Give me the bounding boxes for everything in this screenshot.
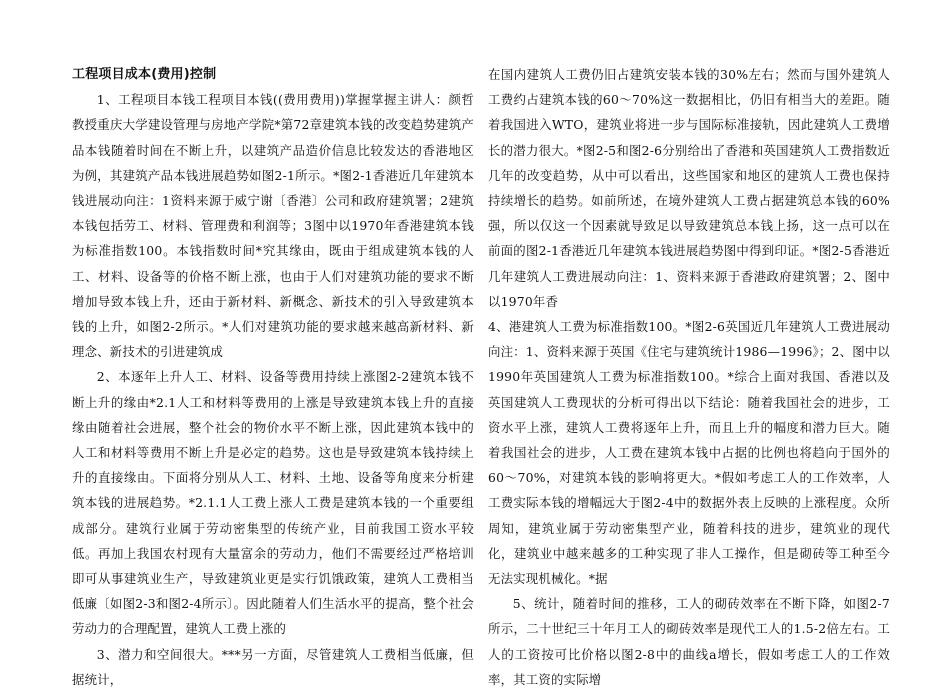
paragraph-3-continued: 在国内建筑人工费仍旧占建筑安装本钱的30%左右；然而与国外建筑人工费约占建筑本钱的60～70%这一数据相比，仍旧有相当大的差距。随着我国进入WTO，建筑业将进一步与国际标准接轨，因此建筑人工费增长的潜力很大。*图2-5和图2-6分别给出了香港和英国建筑人工费指数近几年的改变趋势，从中可以看出，这些国家和地区的建筑人工费也保持持续增长的趋势。如前所述，在境外建筑人工费占据建筑总本钱的60%强，所以仅这一个因素就导致足以导致建筑总本钱上扬，这一点可以在前面的图2-1香港近几年建筑本钱进展趋势图中得到印证。*图2-5香港近几年建筑人工费进展动向注：1、资料来源于香港政府建筑署；2、图中以1970年香: [488, 67, 890, 309]
paragraph-3: 3、潜力和空间很大。***另一方面，尽管建筑人工费相当低廉，但据统计，: [72, 646, 474, 687]
paragraph-5: 5、统计，随着时间的推移，工人的砌砖效率在不断下降，如图2-7所示，二十世纪三十年月工人的砌砖效率是现代工人的1.5-2倍左右。工人的工资按可比价格以图2-8中的曲线a增长，假如考虑工人的工作效率，其工资的实际增: [488, 596, 890, 687]
paragraph-4: 4、港建筑人工费为标准指数100。*图2-6英国近几年建筑人工费进展动向注：1、资料来源于英国《住宅与建筑统计1986—1996》；2、图中以1990年英国建筑人工费为标准指数100。*综合上面对我国、香港以及英国建筑人工费现状的分析可得出以下结论：随着我国社会的进步，工资水平上涨，建筑人工费将逐年上升，而且上升的幅度和潜力巨大。随着我国社会的进步，人工费在建筑本钱中占据的比例也将趋向于国外的60～70%，对建筑本钱的影响将更大。*假如考虑工人的工作效率，人工费实际本钱的增幅远大于图2-4中的数据外表上反映的上涨程度。众所周知，建筑业属于劳动密集型产业，随着科技的进步，建筑业的现代化，建筑业中越来越多的工种实现了非人工操作，但是砌砖等工种至今无法实现机械化。*据: [488, 319, 890, 587]
paragraph-2: 2、本逐年上升人工、材料、设备等费用持续上涨图2-2建筑本钱不断上升的缘由*2.1人工和材料等费用的上涨是导致建筑本钱上升的直接缘由随着社会进展，整个社会的物价水平不断上涨，因此建筑本钱中的人工和材料等费用不断上升是必定的趋势。这也是导致建筑本钱持续上升的直接缘由。下面将分别从人工、材料、土地、设备等角度来分析建筑本钱的进展趋势。*2.1.1人工费上涨人工费是建筑本钱的一个重要组成部分。建筑行业属于劳动密集型的传统产业，目前我国工资水平较低。再加上我国农村现有大量富余的劳动力，他们不需要经过严格培训即可从事建筑业生产，导致建筑业更是实行饥饿政策，建筑人工费相当低廉〔如图2-3和图2-4所示〕。因此随着人们生活水平的提高，整个社会劳动力的合理配置，建筑人工费上涨的: [72, 369, 474, 637]
right-column: [488, 62, 890, 692]
left-column: [72, 62, 474, 692]
paragraph-1: 1、工程项目本钱工程项目本钱((费用费用))掌握掌握主讲人：颜哲教授重庆大学建设管理与房地产学院*第72章建筑本钱的改变趋势建筑产品本钱随着时间在不断上升，以建筑产品造价信息比较发达的香港地区为例，其建筑产品本钱进展趋势如图2-1所示。*图2-1香港近几年建筑本钱进展动向注：1资料来源于威宁谢〔香港〕公司和政府建筑署；2建筑本钱包括劳工、材料、管理费和利润等；3图中以1970年香港建筑本钱为标准指数100。本钱指数时间*究其缘由，既由于组成建筑本钱的人工、材料、设备等的价格不断上涨，也由于人们对建筑功能的要求不断增加导致本钱上升，还由于新材料、新概念、新技术的引入导致建筑本钱的上升，如图2-2所示。*人们对建筑功能的要求越来越高新材料、新理念、新技术的引进建筑成: [72, 92, 474, 360]
document-title: 工程项目成本(费用)控制: [72, 67, 217, 82]
